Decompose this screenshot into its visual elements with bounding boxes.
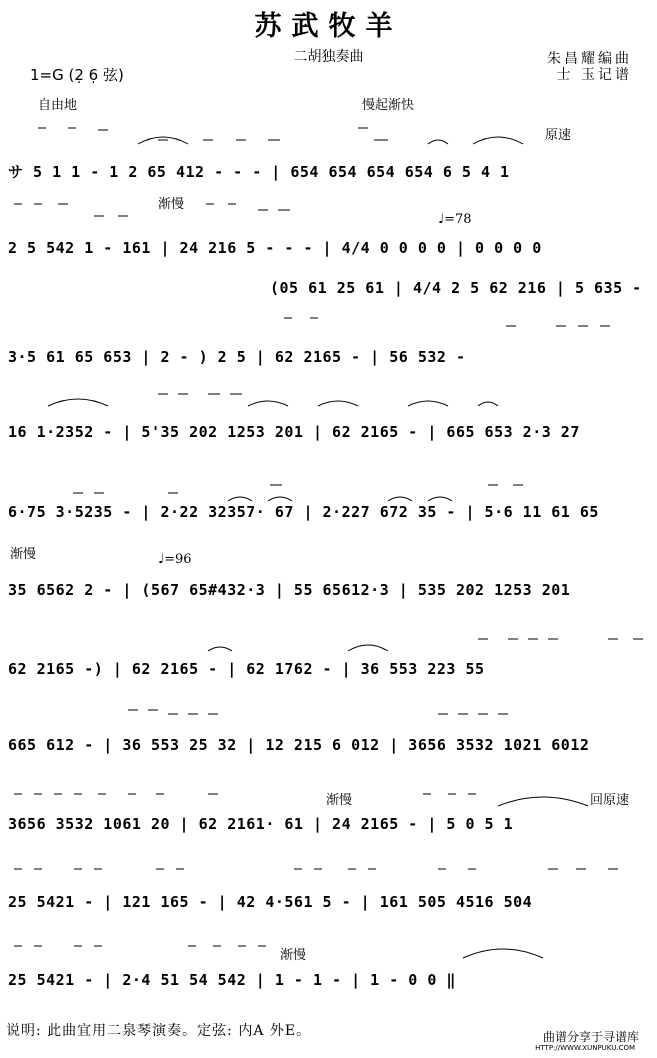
technique-marks xyxy=(8,780,648,810)
transcriber-credit: 士 玉记谱 xyxy=(556,67,632,83)
metronome-96: ♩=96 xyxy=(158,552,192,567)
score-line: 35 6562 2 - | (567 65#432·3 | 55 65612·3 | 535 202 1253 201 xyxy=(8,581,571,599)
score-line: 3·5 61 65 653 | 2 - ) 2 5 | 62 2165 - | 56 532 - xyxy=(8,348,466,366)
tempo-slower-2: 渐慢 xyxy=(10,547,37,562)
score-subtitle: 二胡独奏曲 xyxy=(293,49,364,65)
score-line: 2 5 542 1 - 161 | 24 216 5 - - - | 4/4 0 0 0 0 | 0 0 0 0 xyxy=(8,239,542,257)
tempo-slow-accel: 慢起渐快 xyxy=(362,98,415,113)
watermark: 曲谱分享于寻谱库 xyxy=(542,1030,639,1044)
score-title: 苏武牧羊 xyxy=(254,11,403,42)
tempo-slower-1: 渐慢 xyxy=(158,197,185,212)
watermark-url: HTTP://WWW.XUNPUKU.COM xyxy=(535,1044,635,1052)
score-line: 25 5421 - | 2·4 51 54 542 | 1 - 1 - | 1 - 0 0 ‖ xyxy=(8,971,456,989)
technique-marks xyxy=(8,118,648,148)
tempo-original: 原速 xyxy=(545,128,572,143)
score-line: サ 5 1 1 - 1 2 65 412 - - - | 654 654 654 654 6 5 4 1 xyxy=(8,163,510,181)
score-line: 16 1·2352 - | 5'35 202 1253 201 | 62 2165 - | 665 653 2·3 27 xyxy=(8,423,580,441)
technique-marks xyxy=(8,196,648,226)
tempo-slower-3: 渐慢 xyxy=(326,793,353,808)
technique-marks xyxy=(8,308,648,338)
footer-note: 说明: 此曲宜用二泉琴演奏。定弦: 内A 外E。 xyxy=(6,1023,312,1039)
score-line: 25 5421 - | 121 165 - | 42 4·561 5 - | 161 505 4516 504 xyxy=(8,893,533,911)
technique-marks xyxy=(8,855,648,885)
technique-marks xyxy=(8,625,648,655)
score-line: 62 2165 -) | 62 2165 - | 62 1762 - | 36 553 223 55 xyxy=(8,660,485,678)
score-line: 6·75 3·5235 - | 2·22 32357· 67 | 2·227 672 35 - | 5·6 11 61 65 xyxy=(8,503,599,521)
arranger-credit: 朱昌耀编曲 xyxy=(547,51,632,67)
score-line: 665 612 - | 36 553 25 32 | 12 215 6 012 | 3656 3532 1021 6012 xyxy=(8,736,590,754)
score-line: (05 61 25 61 | 4/4 2 5 62 216 | 5 635 - xyxy=(270,279,642,297)
score-line: 3656 3532 1061 20 | 62 2161· 61 | 24 2165 - | 5 0 5 1 xyxy=(8,815,514,833)
metronome-78: ♩=78 xyxy=(438,212,472,227)
tempo-slower-4: 渐慢 xyxy=(280,948,307,963)
tempo-return: 回原速 xyxy=(590,793,630,808)
technique-marks xyxy=(8,700,648,730)
tempo-free: 自由地 xyxy=(38,98,78,113)
key-signature: 1=G (2̣ 6̣ 弦) xyxy=(30,66,124,84)
technique-marks xyxy=(8,932,648,962)
technique-marks xyxy=(8,380,648,410)
